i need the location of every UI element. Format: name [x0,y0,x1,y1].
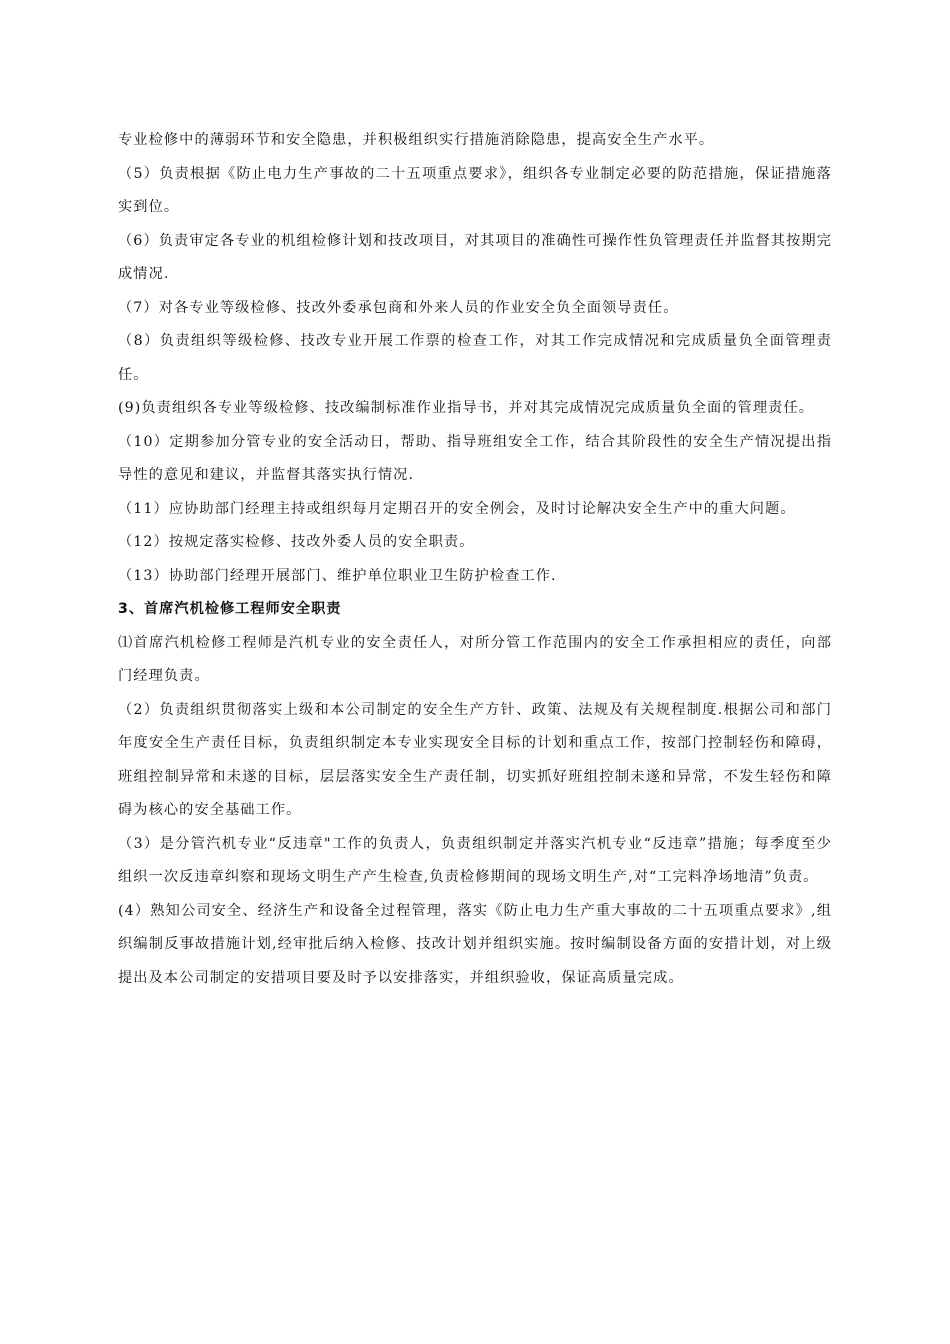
paragraph-item-8: （8）负责组织等级检修、技改专业开展工作票的检查工作，对其工作完成情况和完成质量负全面管理责任。 [118,333,832,383]
section-paragraph-4: (4）熟知公司安全、经济生产和设备全过程管理，落实《防止电力生产重大事故的二十五项重点要求》,组织编制反事故措施计划,经审批后纳入检修、技改计划并组织实施。按时编制设备方面的安措计划，对上级提出及本公司制定的安措项目要及时予以安排落实，并组织验收，保证高质量完成。 [118,902,832,986]
section-paragraph-3: （3）是分管汽机专业“反违章"工作的负责人，负责组织制定并落实汽机专业“反违章”措施；每季度至少组织一次反违章纠察和现场文明生产产生检查,负责检修期间的现场文明生产,对“工完料净场地清”负责。 [118,835,832,885]
section-paragraph-1: ⑴首席汽机检修工程师是汽机专业的安全责任人，对所分管工作范围内的安全工作承担相应的责任，向部门经理负责。 [118,634,832,684]
paragraph-item-12: （12）按规定落实检修、技改外委人员的安全职责。 [118,534,475,550]
paragraph-item-7: （7）对各专业等级检修、技改外委承包商和外来人员的作业安全负全面领导责任。 [118,299,679,316]
paragraph-item-5: （5）负责根据《防止电力生产事故的二十五项重点要求》，组织各专业制定必要的防范措施，保证措施落实到位。 [118,165,832,215]
paragraph-item-11: （11）应协助部门经理主持或组织每月定期召开的安全例会，及时讨论解决安全生产中的重大问题。 [118,500,796,517]
document-page [118,124,832,995]
paragraph-item-13: （13）协助部门经理开展部门、维护单位职业卫生防护检查工作. [118,567,557,584]
paragraph-continuation: 专业检修中的薄弱环节和安全隐患，并积极组织实行措施消除隐患，提高安全生产水平。 [118,132,715,148]
paragraph-item-9: (9)负责组织各专业等级检修、技改编制标准作业指导书，并对其完成情况完成质量负全面的管理责任。 [118,400,815,416]
paragraph-item-6: （6）负责审定各专业的机组检修计划和技改项目，对其项目的准确性可操作性负管理责任并监督其按期完成情况. [118,232,832,282]
paragraph-item-10: （10）定期参加分管专业的安全活动日，帮助、指导班组安全工作，结合其阶段性的安全生产情况提出指导性的意见和建议，并监督其落实执行情况. [118,433,832,483]
section-heading: 3、首席汽机检修工程师安全职责 [118,601,342,617]
section-paragraph-2: （2）负责组织贯彻落实上级和本公司制定的安全生产方针、政策、法规及有关规程制度.根据公司和部门年度安全生产责任目标，负责组织制定本专业实现安全目标的计划和重点工作，按部门控制轻伤和障碍，班组控制异常和未遂的目标，层层落实安全生产责任制，切实抓好班组控制未遂和异常，不发生轻伤和障碍为核心的安全基础工作。 [118,701,832,818]
